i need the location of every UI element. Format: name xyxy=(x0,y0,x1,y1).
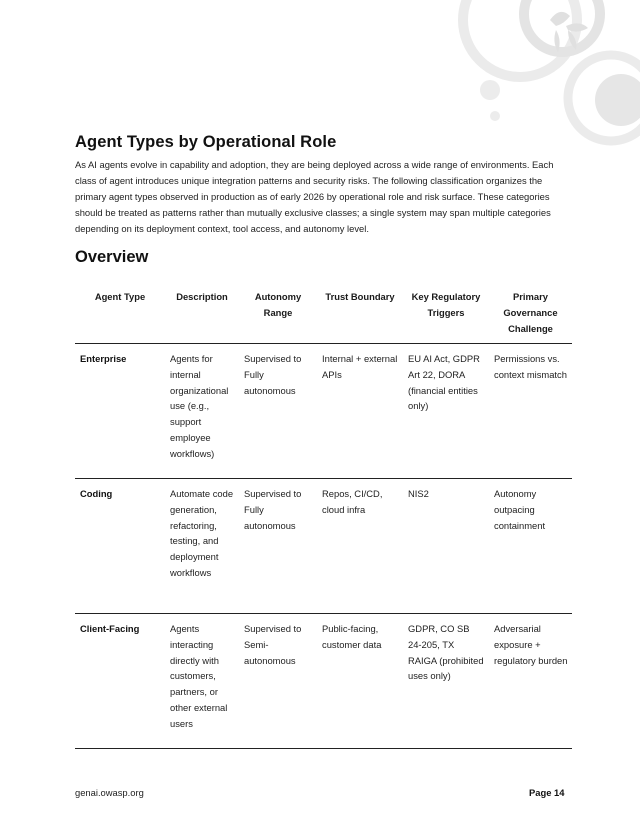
cell-governance-challenge: Autonomy outpacing containment xyxy=(489,479,572,614)
cell-regulatory-triggers: NIS2 xyxy=(403,479,489,614)
cell-description: Agents interacting directly with customers, partners, or other external users xyxy=(165,614,239,749)
header-regulatory-triggers: Key Regulatory Triggers xyxy=(403,283,489,344)
table-row xyxy=(75,479,572,614)
cell-trust-boundary: Repos, CI/CD, cloud infra xyxy=(317,479,403,614)
table-row xyxy=(75,614,572,749)
header-trust-boundary: Trust Boundary xyxy=(317,283,403,344)
cell-autonomy-range: Supervised to Fully autonomous xyxy=(239,479,317,614)
cell-agent-type: Coding xyxy=(75,479,165,614)
cell-agent-type: Enterprise xyxy=(75,344,165,479)
agent-types-table xyxy=(75,283,572,749)
cell-autonomy-range: Supervised to Fully autonomous xyxy=(239,344,317,479)
overview-heading: Overview xyxy=(75,248,149,266)
owasp-logo-decoration xyxy=(380,0,640,160)
cell-description: Agents for internal organizational use (e.g., support employee workflows) xyxy=(165,344,239,479)
cell-regulatory-triggers: GDPR, CO SB 24-205, TX RAIGA (prohibited uses only) xyxy=(403,614,489,749)
header-governance-challenge: Primary Governance Challenge xyxy=(489,283,572,344)
cell-trust-boundary: Public-facing, customer data xyxy=(317,614,403,749)
table-header-row xyxy=(75,283,572,344)
intro-paragraph: As AI agents evolve in capability and adoption, they are being deployed across a wide range of environments. Each class of agent introduces unique integration patterns and security risks. The following classification organizes the primary agent types observed in production as of early 2026 by operational role and risk surface. These categories should be treated as patterns rather than mutually exclusive classes; a single system may span multiple categories depending on its deployment context, tool access, and autonomy level. xyxy=(75,159,554,234)
footer-site-link[interactable]: genai.owasp.org xyxy=(75,787,144,798)
cell-governance-challenge: Adversarial exposure + regulatory burden xyxy=(489,614,572,749)
table-row xyxy=(75,344,572,479)
header-autonomy-range: Autonomy Range xyxy=(239,283,317,344)
section-title: Agent Types by Operational Role xyxy=(75,133,337,151)
cell-agent-type: Client-Facing xyxy=(75,614,165,749)
cell-regulatory-triggers: EU AI Act, GDPR Art 22, DORA (financial entities only) xyxy=(403,344,489,479)
cell-trust-boundary: Internal + external APIs xyxy=(317,344,403,479)
cell-autonomy-range: Supervised to Semi-autonomous xyxy=(239,614,317,749)
header-description: Description xyxy=(165,283,239,344)
header-agent-type: Agent Type xyxy=(75,283,165,344)
cell-description: Automate code generation, refactoring, testing, and deployment workflows xyxy=(165,479,239,614)
footer-page-number: Page 14 xyxy=(529,787,565,798)
cell-governance-challenge: Permissions vs. context mismatch xyxy=(489,344,572,479)
